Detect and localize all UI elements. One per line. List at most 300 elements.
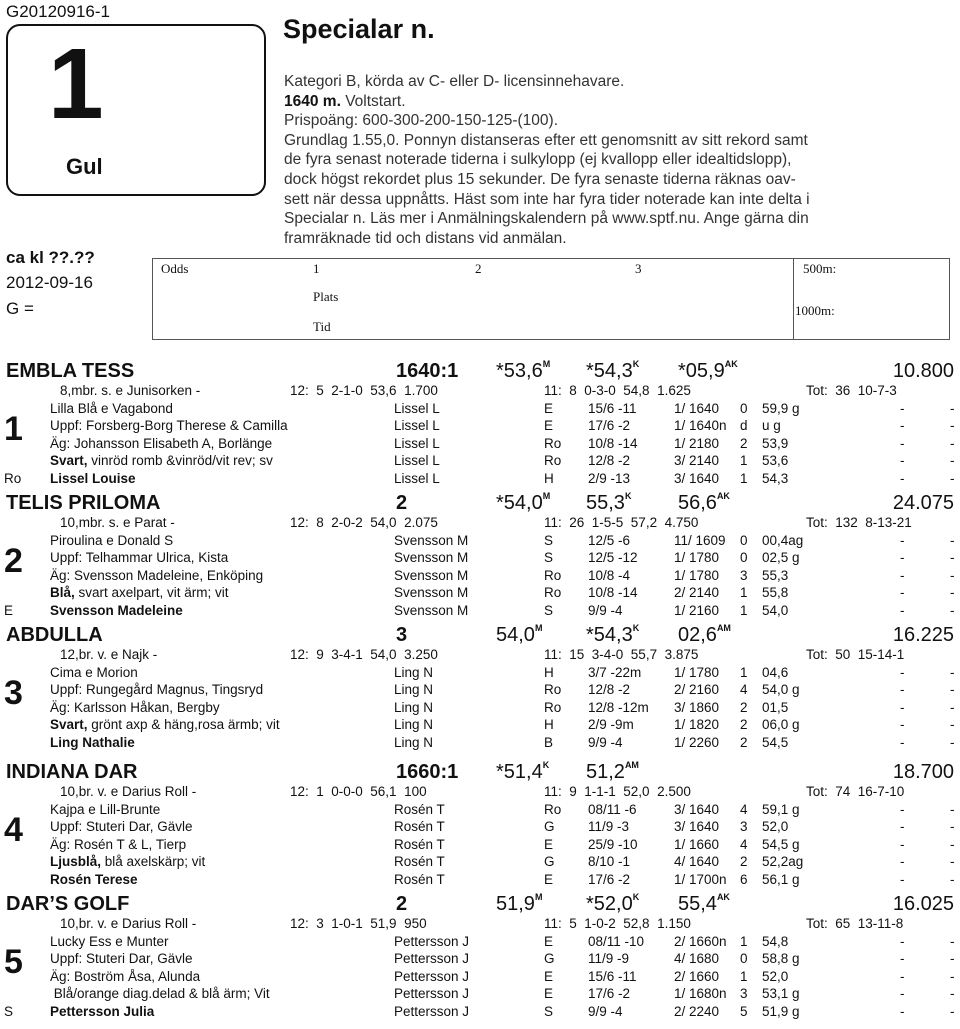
race-date: 17/6 -2 — [588, 872, 631, 887]
odds-2: - — [950, 951, 955, 967]
horse-detail-text: Uppf: Telhammar Ulrica, Kista — [50, 550, 229, 566]
driver: Lissel L — [394, 418, 440, 434]
odds-2: - — [950, 532, 955, 548]
description-line: Grundlag 1.55,0. Ponnyn distanseras efter ett genomsnitt av sitt rekord samt — [284, 131, 808, 149]
position: 5 — [740, 1004, 748, 1019]
driver: Pettersson J — [394, 986, 470, 1002]
time: 58,8 g — [762, 951, 800, 967]
position: 3 — [740, 567, 748, 583]
track: E — [544, 400, 554, 416]
description-line: Kategori B, körda av C- eller D- licensinnehavare. — [284, 73, 625, 90]
distance: 1/ 1700n — [674, 872, 727, 887]
odds-1: - — [900, 699, 905, 715]
horse-detail-text: svart axelpart, vit ärm; vit — [74, 585, 229, 601]
horse-line — [0, 735, 960, 753]
driver: Lissel L — [394, 435, 440, 451]
horse-line — [0, 418, 960, 436]
stats-total: Tot: 36 10-7-3 — [806, 383, 897, 398]
stats-2011: 11: 5 1-0-2 52,8 1.150 — [544, 916, 691, 931]
odds-1: - — [900, 968, 905, 984]
track: S — [544, 1004, 554, 1019]
horse-line — [0, 453, 960, 471]
track: Ro — [544, 435, 562, 451]
horse-detail-bold: Blå, — [50, 585, 75, 601]
distance: 1/ 1640 — [674, 400, 720, 416]
description-line: Specialar n. Läs mer i Anmälningskalendern på www.sptf.nu. Ange gärna din — [284, 210, 809, 228]
time: 53,1 g — [762, 986, 800, 1002]
horse-detail-text: Äg: Johansson Elisabeth A, Borlänge — [50, 435, 273, 451]
race-date: 10/8 -14 — [588, 585, 638, 601]
description-line: dock högst rekordet plus 15 sekunder. De fyra senaste tiderna räknas oav- — [284, 170, 796, 188]
horse-line — [0, 872, 960, 890]
race-date: 11/9 -9 — [588, 951, 630, 967]
record-type: M — [534, 892, 543, 902]
distance: 1/ 2260 — [674, 735, 720, 750]
record-type: M — [542, 491, 551, 501]
odds-1: - — [900, 567, 905, 583]
time: 00,4ag — [762, 532, 804, 548]
odds-2: - — [950, 819, 955, 835]
horse-distance: 2 — [396, 893, 408, 915]
distance: 3/ 1640 — [674, 471, 720, 486]
stats-2011: 11: 26 1-5-5 57,2 4.750 — [544, 515, 699, 530]
time: 52,0 — [762, 968, 789, 984]
horse-stats — [0, 916, 960, 934]
horse-description: 10,br. v. e Darius Roll - — [60, 784, 197, 799]
driver: Svensson M — [394, 585, 469, 601]
race-date: 12/8 -12m — [588, 699, 649, 715]
race-description — [284, 72, 954, 248]
distance: 11/ 1609 — [674, 532, 726, 548]
horse-detail — [50, 603, 183, 618]
place-2-label: 2 — [475, 261, 482, 276]
horse-record-1: $*54,0^M$ — [496, 491, 551, 514]
track: E — [544, 836, 554, 852]
place-1-label: 1 — [313, 261, 320, 276]
position: 1 — [740, 471, 748, 486]
track: Ro — [544, 585, 562, 601]
time: 56,1 g — [762, 872, 800, 887]
odds-2: - — [950, 585, 955, 601]
horse-line — [0, 436, 960, 454]
distance: 3/ 1640 — [674, 801, 720, 817]
driver: Lissel L — [394, 400, 440, 416]
record-type: K — [624, 491, 632, 501]
record-type: AK — [716, 491, 730, 501]
race-date: 08/11 -6 — [588, 801, 637, 817]
odds-1: - — [900, 836, 905, 852]
race-date: 17/6 -2 — [588, 418, 631, 434]
track: Ro — [544, 453, 562, 469]
position: 4 — [740, 682, 748, 698]
horse-line — [0, 854, 960, 872]
record-type: M — [534, 623, 543, 633]
odds-1: - — [900, 682, 905, 698]
driver: Svensson M — [394, 550, 469, 566]
horse-detail-text: Cima e Morion — [50, 664, 138, 680]
race-date: 12/8 -2 — [588, 453, 631, 469]
horse-record-1: $54,0^M$ — [496, 623, 543, 646]
odds-2: - — [950, 968, 955, 984]
distance: 4/ 1640 — [674, 854, 720, 870]
race-date: 11/9 -3 — [588, 819, 630, 835]
1000m-label: 1000m: — [795, 303, 835, 318]
race-date: 12/5 -6 — [588, 532, 631, 548]
distance: 1/ 2180 — [674, 435, 720, 451]
distance: 1/ 1640n — [674, 418, 727, 434]
driver: Svensson M — [394, 567, 469, 583]
race-date: 2/9 -9m — [588, 717, 634, 733]
track: E — [544, 986, 554, 1002]
horse-detail-text: blå axelskärp; vit — [101, 854, 206, 870]
race-date: 17/6 -2 — [588, 986, 631, 1002]
track-code: Ro — [4, 471, 22, 486]
time: 51,9 g — [762, 1004, 800, 1019]
horse-detail-text: Piroulina e Donald S — [50, 532, 174, 548]
odds-1: - — [900, 986, 905, 1002]
description-start-type: Voltstart. — [340, 92, 406, 110]
stats-total: Tot: 65 13-11-8 — [806, 916, 904, 931]
horse-distance: 1660:1 — [396, 761, 459, 783]
stats-2011: 11: 15 3-4-0 55,7 3.875 — [544, 647, 699, 662]
race-date: 2012-09-16 — [6, 273, 93, 292]
odds-2: - — [950, 664, 955, 680]
driver: Ling N — [394, 664, 434, 680]
stats-2012: 12: 3 1-0-1 51,9 950 — [290, 916, 427, 931]
horse-detail — [50, 837, 186, 852]
horse-record-3: $55,4^{AK}$ — [678, 892, 730, 915]
horse-line — [0, 802, 960, 820]
driver: Ling N — [394, 717, 434, 733]
record-type: AK — [724, 359, 738, 369]
race-date: 25/9 -10 — [588, 836, 638, 852]
driver: Rosén T — [394, 872, 445, 887]
time: 01,5 — [762, 699, 789, 715]
tid-label: Tid — [313, 319, 331, 334]
horse-detail-bold: Ljusblå, — [50, 854, 102, 870]
distance: 3/ 1860 — [674, 699, 720, 715]
position: 2 — [740, 854, 748, 870]
horse-detail — [50, 802, 160, 817]
horse-detail — [50, 717, 280, 732]
track: Ro — [544, 699, 562, 715]
odds-2: - — [950, 854, 955, 870]
horse-detail-text: Lucky Ess e Munter — [50, 933, 169, 949]
horse-name: EMBLA TESS — [6, 360, 135, 382]
horse-detail-text: Kajpa e Lill-Brunte — [50, 801, 161, 817]
stats-2012: 12: 1 0-0-0 56,1 100 — [290, 784, 427, 799]
horse-name: INDIANA DAR — [6, 761, 138, 783]
horse-detail-text: Äg: Rosén T & L, Tierp — [50, 836, 187, 852]
distance: 2/ 2240 — [674, 1004, 720, 1019]
horse-detail — [50, 401, 173, 416]
horse-header — [0, 624, 960, 648]
position: 0 — [740, 951, 748, 967]
horse-detail-text: Äg: Boström Åsa, Alunda — [50, 968, 201, 984]
record-type: AK — [716, 892, 730, 902]
position: 1 — [740, 968, 748, 984]
horse-detail — [50, 951, 193, 966]
stats-2012: 12: 9 3-4-1 54,0 3.250 — [290, 647, 438, 662]
odds-2: - — [950, 933, 955, 949]
odds-2: - — [950, 603, 955, 618]
distance: 1/ 2160 — [674, 603, 720, 618]
track: Ro — [544, 682, 562, 698]
horse-line — [0, 819, 960, 837]
race-date: 15/6 -11 — [588, 968, 637, 984]
horse-detail-text: Uppf: Stuteri Dar, Gävle — [50, 819, 193, 835]
race-date: 9/9 -4 — [588, 735, 623, 750]
horse-line — [0, 1004, 960, 1022]
track: H — [544, 471, 554, 486]
distance: 1/ 1820 — [674, 717, 720, 733]
driver: Pettersson J — [394, 1004, 470, 1019]
horse-detail — [50, 1004, 154, 1019]
time: 52,0 — [762, 819, 789, 835]
horse-header — [0, 360, 960, 384]
track: E — [544, 933, 554, 949]
race-date: 2/9 -13 — [588, 471, 631, 486]
horse-record-3: $*05,9^{AK}$ — [678, 359, 738, 382]
horse-detail-text: vinröd romb &vinröd/vit rev; sv — [87, 453, 273, 469]
race-date: 12/8 -2 — [588, 682, 631, 698]
horse-line — [0, 700, 960, 718]
track: S — [544, 603, 554, 618]
race-title: Specialar n. — [283, 14, 435, 44]
odds-1: - — [900, 951, 905, 967]
race-date: 10/8 -14 — [588, 435, 638, 451]
stats-total: Tot: 74 16-7-10 — [806, 784, 905, 799]
time: 59,9 g — [762, 400, 800, 416]
time: u g — [762, 418, 781, 434]
distance: 1/ 1680n — [674, 986, 727, 1002]
odds-1: - — [900, 717, 905, 733]
driver: Pettersson J — [394, 968, 470, 984]
driver: Ling N — [394, 735, 434, 750]
odds-1: - — [900, 453, 905, 469]
start-number: 2 — [4, 542, 23, 580]
horse-detail — [50, 969, 200, 984]
race-date: 9/9 -4 — [588, 603, 623, 618]
horse-detail-text: Äg: Svensson Madeleine, Enköping — [50, 567, 264, 583]
driver: Rosén T — [394, 801, 445, 817]
position: d — [740, 418, 748, 434]
distance: 3/ 1640 — [674, 819, 720, 835]
horse-detail-bold: Rosén Terese — [50, 872, 138, 887]
distance: 1/ 1780 — [674, 567, 720, 583]
horse-line — [0, 401, 960, 419]
driver: Pettersson J — [394, 951, 470, 967]
odds-2: - — [950, 550, 955, 566]
result-grid — [152, 258, 950, 340]
odds-2: - — [950, 801, 955, 817]
horse-detail — [50, 934, 169, 949]
horse-record-2: $55,3^K$ — [586, 491, 632, 514]
distance: 1/ 1660 — [674, 836, 720, 852]
race-date: 08/11 -10 — [588, 933, 645, 949]
odds-1: - — [900, 933, 905, 949]
horse-detail — [50, 854, 205, 869]
horse-detail-text: Uppf: Stuteri Dar, Gävle — [50, 951, 193, 967]
position: 4 — [740, 801, 748, 817]
time: 02,5 g — [762, 550, 800, 566]
horse-stats — [0, 647, 960, 665]
track: Ro — [544, 567, 562, 583]
odds-2: - — [950, 986, 955, 1002]
odds-1: - — [900, 854, 905, 870]
odds-1: - — [900, 585, 905, 601]
driver: Lissel L — [394, 471, 440, 486]
odds-2: - — [950, 717, 955, 733]
driver: Lissel L — [394, 453, 440, 469]
horse-record-1: $*51,4^K$ — [496, 760, 550, 783]
g-label: G = — [6, 299, 34, 318]
horse-detail-text: Uppf: Forsberg-Borg Therese & Camilla — [50, 418, 288, 434]
horse-line — [0, 568, 960, 586]
time: 54,5 — [762, 735, 789, 750]
race-date: 8/10 -1 — [588, 854, 631, 870]
track: H — [544, 717, 554, 733]
odds-1: - — [900, 1004, 905, 1019]
position: 2 — [740, 699, 748, 715]
odds-2: - — [950, 435, 955, 451]
horse-header — [0, 893, 960, 917]
horse-detail-text: Lilla Blå e Vagabond — [50, 400, 173, 416]
odds-1: - — [900, 819, 905, 835]
horse-line — [0, 550, 960, 568]
track: G — [544, 951, 555, 967]
horse-prize: 16.225 — [892, 624, 954, 646]
track-code: S — [4, 1004, 14, 1019]
time: 54,0 — [762, 603, 789, 618]
odds-2: - — [950, 1004, 955, 1019]
horse-line — [0, 951, 960, 969]
driver: Ling N — [394, 682, 434, 698]
driver: Rosén T — [394, 854, 445, 870]
horse-detail — [50, 418, 288, 433]
horse-line — [0, 969, 960, 987]
description-line: sett när dessa uppnåtts. Häst som inte har fyra tider noterade kan inte delta i — [284, 190, 810, 208]
horse-line — [0, 934, 960, 952]
track: E — [544, 968, 554, 984]
race-date: 12/5 -12 — [588, 550, 638, 566]
odds-2: - — [950, 735, 955, 750]
distance: 2/ 1660 — [674, 968, 720, 984]
distance: 3/ 2140 — [674, 453, 720, 469]
position: 0 — [740, 550, 748, 566]
horse-prize: 24.075 — [892, 492, 954, 514]
position: 0 — [740, 532, 748, 548]
driver: Ling N — [394, 699, 434, 715]
odds-1: - — [900, 735, 905, 750]
500m-label: 500m: — [803, 261, 837, 276]
position: 1 — [740, 453, 748, 469]
odds-1: - — [900, 603, 905, 618]
horse-detail-text: Uppf: Rungegård Magnus, Tingsryd — [50, 682, 264, 698]
horse-line — [0, 717, 960, 735]
odds-2: - — [950, 418, 955, 434]
time: 59,1 g — [762, 801, 800, 817]
race-date: 3/7 -22m — [588, 664, 642, 680]
time: 54,5 g — [762, 836, 800, 852]
horse-line — [0, 603, 960, 621]
horse-stats — [0, 383, 960, 401]
odds-1: - — [900, 418, 905, 434]
horse-line — [0, 665, 960, 683]
horse-detail-bold: Pettersson Julia — [50, 1004, 155, 1019]
position: 3 — [740, 819, 748, 835]
position: 2 — [740, 735, 748, 750]
horse-detail — [50, 550, 228, 565]
horse-stats — [0, 784, 960, 802]
description-line: de fyra senast noterade tiderna i sulkylopp (ej kvallopp eller idealtidslopp), — [284, 151, 792, 169]
time: 54,3 — [762, 471, 789, 486]
horse-name: ABDULLA — [6, 624, 103, 646]
place-3-label: 3 — [635, 261, 642, 276]
stats-2011: 11: 9 1-1-1 52,0 2.500 — [544, 784, 691, 799]
odds-2: - — [950, 453, 955, 469]
horse-stats — [0, 515, 960, 533]
race-number-box — [6, 24, 266, 196]
description-line — [284, 92, 954, 112]
horse-line — [0, 471, 960, 489]
position: 1 — [740, 933, 748, 949]
time: 55,8 — [762, 585, 789, 601]
position: 6 — [740, 872, 748, 887]
horse-line — [0, 533, 960, 551]
plats-label: Plats — [313, 289, 339, 304]
distance: 4/ 1680 — [674, 951, 720, 967]
horse-record-2: $*54,3^K$ — [586, 359, 640, 382]
odds-2: - — [950, 567, 955, 583]
record-type: AM — [716, 623, 731, 633]
record-type: K — [632, 892, 640, 902]
track: S — [544, 550, 554, 566]
record-type: K — [542, 760, 550, 770]
horse-line — [0, 585, 960, 603]
horse-detail-bold: Svart, — [50, 453, 88, 469]
position: 3 — [740, 986, 748, 1002]
description-distance: 1640 m. — [284, 92, 341, 110]
horse-header — [0, 761, 960, 785]
horse-prize: 18.700 — [892, 761, 954, 783]
position: 2 — [740, 435, 748, 451]
horse-detail-bold: Ling Nathalie — [50, 735, 135, 750]
race-date: 10/8 -4 — [588, 567, 631, 583]
description-line: framräknade tid och distans vid anmälan. — [284, 229, 567, 247]
odds-1: - — [900, 532, 905, 548]
horse-description: 10,mbr. s. e Parat - — [60, 515, 175, 530]
odds-2: - — [950, 699, 955, 715]
horse-record-1: $*53,6^M$ — [496, 359, 551, 382]
time: 53,6 — [762, 453, 789, 469]
odds-2: - — [950, 872, 955, 887]
track: E — [544, 872, 554, 887]
horse-name: TELIS PRILOMA — [6, 492, 161, 514]
horse-record-2: $51,2^{AM}$ — [586, 760, 639, 783]
horse-detail — [50, 471, 136, 486]
horse-detail — [50, 819, 193, 834]
odds-2: - — [950, 836, 955, 852]
track: E — [544, 418, 554, 434]
odds-label: Odds — [161, 261, 189, 276]
odds-1: - — [900, 471, 905, 486]
horse-detail — [50, 986, 270, 1001]
start-number: 5 — [4, 943, 23, 981]
horse-description: 12,br. v. e Najk - — [60, 647, 158, 662]
record-type: K — [632, 359, 640, 369]
odds-2: - — [950, 682, 955, 698]
